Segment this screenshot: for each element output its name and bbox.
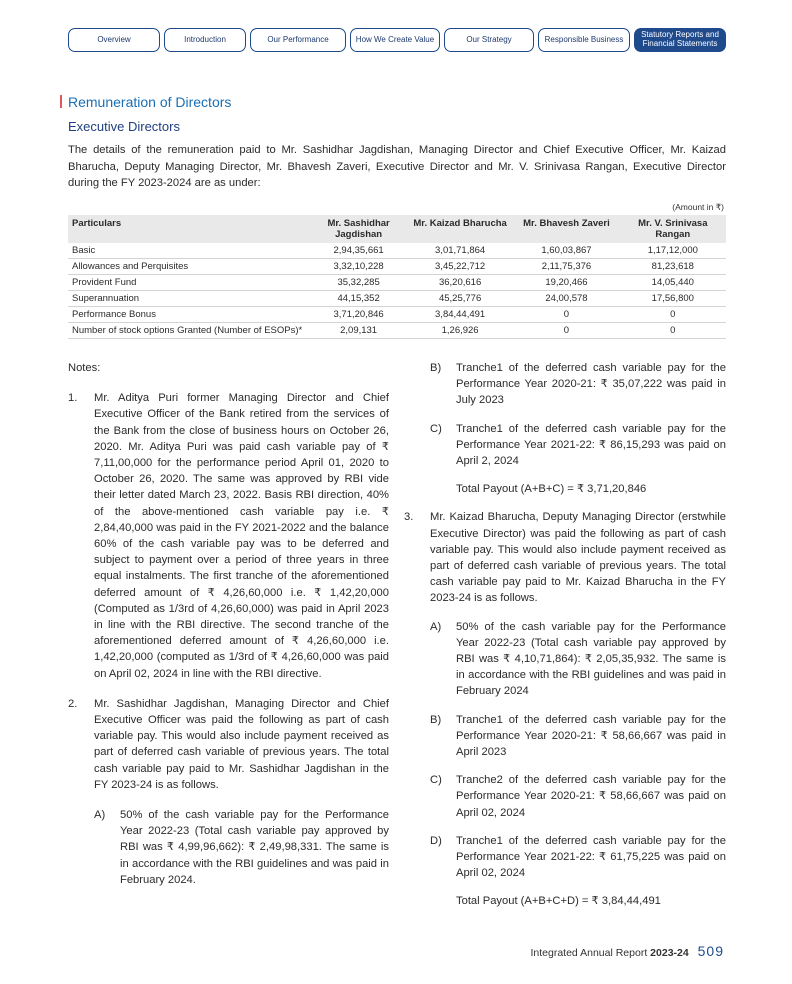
table-cell: 0: [513, 307, 619, 323]
tab-statutory-line1: Statutory Reports and: [641, 30, 719, 40]
remuneration-table: [68, 215, 726, 339]
total-payout: Total Payout (A+B+C+D) = ₹ 3,84,44,491: [456, 895, 661, 908]
table-cell: 44,15,352: [310, 291, 407, 307]
table-cell: Provident Fund: [68, 275, 310, 291]
tab-our-performance[interactable]: Our Performance: [250, 28, 346, 52]
sub-item-text: 50% of the cash variable pay for the Performance Year 2022-23 (Total cash variable pay approved by RBI was ₹ 4,10,71,864): ₹ 2,05,35,932. The same is in accordance with the RBI guidelines and was paid in February 2024: [456, 620, 726, 698]
intro-paragraph: The details of the remuneration paid to Mr. Sashidhar Jagdishan, Managing Director and Chief Executive Officer, Mr. Kaizad Bharucha, Deputy Managing Director, Mr. Bhavesh Zaveri, Executive Director and Mr. V. Srinivasa Rangan, Executive Director during the FY 2023-2024 are as under:: [68, 144, 726, 189]
table-cell: 81,23,618: [620, 259, 726, 275]
top-navigation: [68, 28, 728, 54]
note-sub-item: [430, 619, 726, 700]
note-sub-item: [430, 833, 726, 882]
tab-statutory-reports[interactable]: [634, 28, 726, 52]
table-cell: 3,71,20,846: [310, 307, 407, 323]
sub-item-text: Tranche1 of the deferred cash variable pay for the Performance Year 2021-22: ₹ 86,15,293 was paid on April 2, 2024: [456, 422, 726, 468]
table-row: [68, 259, 726, 275]
tab-statutory-line2: Financial Statements: [642, 39, 718, 48]
table-cell: 17,56,800: [620, 291, 726, 307]
table-cell: 1,26,926: [407, 323, 513, 339]
table-header: Mr. Sashidhar Jagdishan: [310, 215, 407, 243]
section-title: [60, 94, 231, 110]
table-header: Mr. Bhavesh Zaveri: [513, 215, 619, 243]
sub-item-label: A): [430, 620, 442, 633]
table-cell: 2,94,35,661: [310, 243, 407, 259]
table-cell: 2,11,75,376: [513, 259, 619, 275]
title-accent-bar: [60, 95, 62, 108]
page-footer: [530, 943, 724, 959]
note-number: 3.: [404, 511, 414, 524]
sub-item-label: C): [430, 774, 442, 787]
note-text: Mr. Aditya Puri former Managing Director and Chief Executive Officer of the Bank retired from the services of the Bank from the close of business hours on October 26, 2020. Mr. Aditya Puri was paid cash variable pay of ₹ 7,11,00,000 for the performance period April 01, 2020 to October 26, 2020. The same was approved by RBI vide their letter dated March 23, 2022. Basis RBI direction, 40% of the above-mentioned cash variable pay i.e. ₹ 2,84,40,000 was paid in the FY 2021-2022 and the balance 60% of the cash variable pay was to be deferred and subject to payment over a period of three years in three equal instalments. The first tranche of the aforementioned deferred amount of ₹ 4,26,60,000 i.e. ₹ 1,42,20,000 (Computed as 1/3rd of 4,26,60,000) was paid in April 2023 in line with the RBI directive. The second tranche of the aforementioned deferred amount of ₹ 4,26,60,000 i.e. 1,42,20,000 (computed as 1/3rd of ₹ 4,26,60,000 was paid on April 02, 2024 in line with the RBI directive.: [94, 392, 389, 680]
table-cell: Basic: [68, 243, 310, 259]
table-cell: 0: [620, 307, 726, 323]
table-cell: 1,60,03,867: [513, 243, 619, 259]
section-title-text: Remuneration of Directors: [68, 94, 232, 110]
table-cell: 3,01,71,864: [407, 243, 513, 259]
left-column: [68, 360, 389, 888]
table-header-row: [68, 215, 726, 243]
note-sub-item: [430, 360, 726, 409]
table-header: Mr. Kaizad Bharucha: [407, 215, 513, 243]
note-sub-item: [430, 712, 726, 761]
note-sub-item: [94, 807, 389, 888]
table-cell: Performance Bonus: [68, 307, 310, 323]
note-number: 1.: [68, 392, 78, 405]
table-cell: 24,00,578: [513, 291, 619, 307]
note-item: [404, 509, 726, 909]
table-row: [68, 323, 726, 339]
table-row: [68, 275, 726, 291]
sub-item-text: 50% of the cash variable pay for the Performance Year 2022-23 (Total cash variable pay approved by RBI was ₹ 4,99,96,662): ₹ 2,49,98,331. The same is in accordance with the RBI guidelines and was paid in February 2024.: [120, 809, 389, 886]
table-cell: 1,17,12,000: [620, 243, 726, 259]
table-cell: Allowances and Perquisites: [68, 259, 310, 275]
notes-label: Notes:: [68, 362, 101, 374]
sub-item-text: Tranche1 of the deferred cash variable pay for the Performance Year 2020-21: ₹ 58,66,667 was paid in April 2023: [456, 713, 726, 759]
footer-year: 2023-24: [650, 947, 689, 959]
table-cell: 0: [620, 323, 726, 339]
table-row: [68, 291, 726, 307]
right-column: [404, 360, 726, 910]
table-cell: 0: [513, 323, 619, 339]
page-number: 509: [697, 943, 724, 959]
table-cell: 45,25,776: [407, 291, 513, 307]
sub-title: Executive Directors: [68, 119, 180, 134]
table-cell: 2,09,131: [310, 323, 407, 339]
table-cell: 3,45,22,712: [407, 259, 513, 275]
table-cell: 3,84,44,491: [407, 307, 513, 323]
sub-item-text: Tranche1 of the deferred cash variable pay for the Performance Year 2020-21: ₹ 35,07,222 was paid in July 2023: [456, 362, 726, 407]
note-item: [68, 390, 389, 682]
table-cell: 19,20,466: [513, 275, 619, 291]
table-header: Mr. V. Srinivasa Rangan: [620, 215, 726, 243]
table-cell: Superannuation: [68, 291, 310, 307]
sub-item-label: D): [430, 834, 442, 847]
table-cell: 36,20,616: [407, 275, 513, 291]
sub-item-label: C): [430, 422, 442, 435]
table-cell: 14,05,440: [620, 275, 726, 291]
footer-report-name: Integrated Annual Report: [530, 947, 648, 959]
note-sub-item: [430, 772, 726, 821]
tab-overview[interactable]: Overview: [68, 28, 160, 52]
table-cell: 3,32,10,228: [310, 259, 407, 275]
table-header: Particulars: [68, 215, 310, 243]
sub-item-label: B): [430, 362, 442, 374]
total-payout: Total Payout (A+B+C) = ₹ 3,71,20,846: [456, 483, 647, 496]
sub-item-text: Tranche1 of the deferred cash variable pay for the Performance Year 2021-22: ₹ 61,75,225 was paid on April 02, 2024: [456, 834, 726, 880]
note-item: [68, 696, 389, 888]
note-text: Mr. Sashidhar Jagdishan, Managing Director and Chief Executive Officer was paid the following as part of cash variable pay. This would also include payment received as part of deferred cash variable of previous years. The total cash variable pay paid to Mr. Sashidhar Jagdishan in the FY 2023-24 is as follows.: [94, 697, 389, 791]
amount-note: (Amount in ₹): [672, 202, 724, 212]
tab-introduction[interactable]: Introduction: [164, 28, 246, 52]
note-sub-item: [430, 421, 726, 470]
sub-item-label: A): [94, 809, 106, 822]
sub-item-text: Tranche2 of the deferred cash variable pay for the Performance Year 2020-21: ₹ 58,66,667 was paid on April 02, 2024: [456, 774, 726, 819]
tab-our-strategy[interactable]: Our Strategy: [444, 28, 534, 52]
tab-how-we-create-value[interactable]: How We Create Value: [350, 28, 440, 52]
table-row: [68, 243, 726, 259]
sub-item-label: B): [430, 713, 442, 726]
table-row: [68, 307, 726, 323]
table-cell: Number of stock options Granted (Number of ESOPs)*: [68, 323, 310, 339]
note-number: 2.: [68, 697, 78, 710]
table-cell: 35,32,285: [310, 275, 407, 291]
note-text: Mr. Kaizad Bharucha, Deputy Managing Director (erstwhile Executive Director) was paid the following as part of cash variable pay. This would also include payment received as part of deferred cash variable of previous years. The total cash variable pay paid to Mr. Kaizad Bharucha in the FY 2023-24 is as follows.: [430, 511, 726, 605]
tab-responsible-business[interactable]: Responsible Business: [538, 28, 630, 52]
